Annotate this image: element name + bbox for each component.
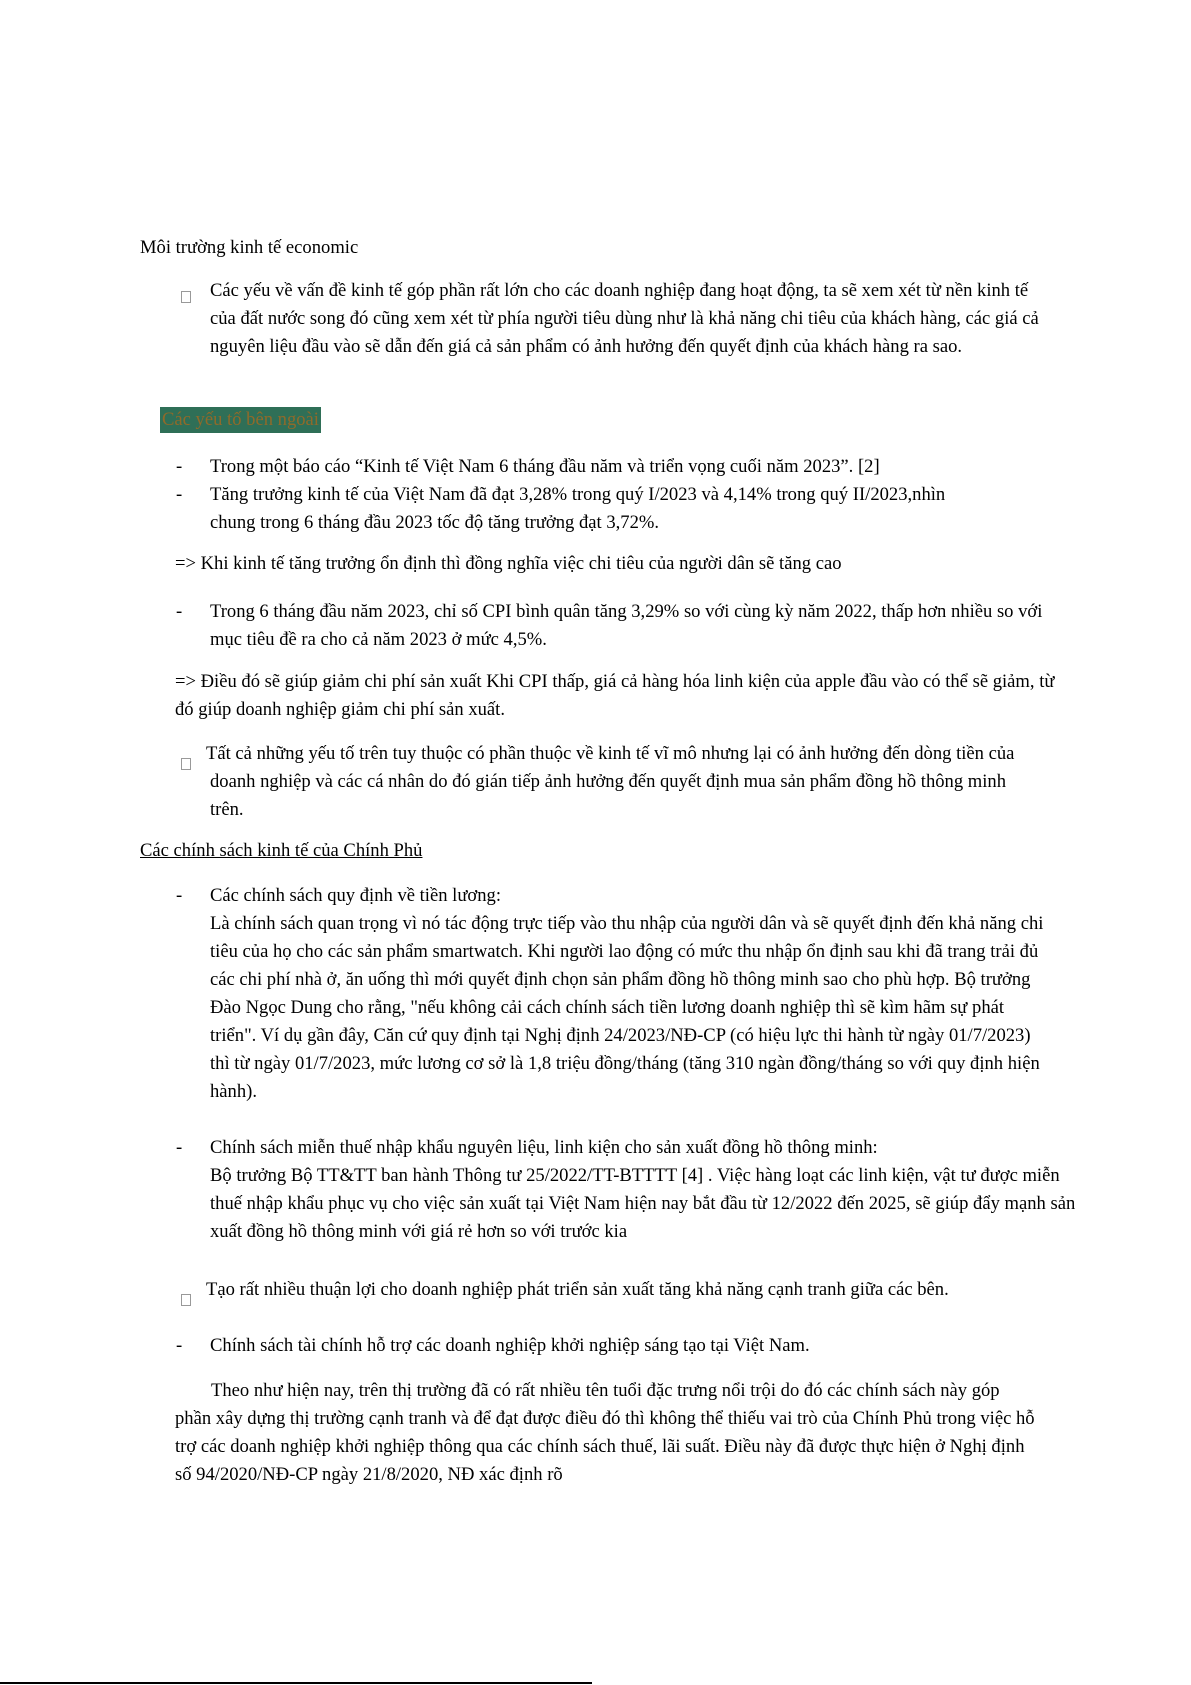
checkbox-bullet-icon [181,1286,191,1314]
policy-title: Các chính sách quy định về tiền lương: [210,885,502,906]
external-factors-heading: Các yếu tố bên ngoài [160,407,321,433]
intro-paragraph: Các yếu về vấn đề kinh tế góp phần rất lớn cho các doanh nghiệp đang hoạt động, ta sẽ xem xét từ nền kinh tế của đất nước song đó cũng xem xét từ phía người tiêu dùng như là khả năng chi tiêu của khách hàng, các giá cả nguyên liệu đầu vào sẽ dẫn đến giá cả sản phẩm có ảnh hưởng đến quyết định của khách hàng ra sao. [210,280,1039,357]
dash-bullet: - [176,601,183,622]
checkbox-bullet-icon [181,283,191,311]
policy-item: Chính sách tài chính hỗ trợ các doanh nghiệp khởi nghiệp sáng tạo tại Việt Nam. [210,1335,810,1356]
list-item: Trong 6 tháng đầu năm 2023, chỉ số CPI bình quân tăng 3,29% so với cùng kỳ năm 2022, thấp hơn nhiều so với mục tiêu đề ra cho cả năm 2023 ở mức 4,5%. [210,601,1043,650]
conclusion-line: => Khi kinh tế tăng trưởng ổn định thì đồng nghĩa việc chi tiêu của người dân sẽ tăng cao [175,553,842,574]
dash-bullet: - [176,1137,183,1158]
closing-paragraph: Theo như hiện nay, trên thị trường đã có rất nhiều tên tuổi đặc trưng nổi trội do đó các chính sách này góp phần xây dựng thị trường cạnh tranh và để đạt được điều đó thì không thể thiếu vai trò của Chính Phủ trong việc hỗ trợ các doanh nghiệp khởi nghiệp thông qua các chính sách thuế, lãi suất. Điều này đã được thực hiện ở Nghị định số 94/2020/NĐ-CP ngày 21/8/2020, NĐ xác định rõ [175,1380,1035,1485]
policy-heading: Các chính sách kinh tế của Chính Phủ [140,840,423,861]
footer-separator [0,1682,592,1684]
policy-text: Là chính sách quan trọng vì nó tác động trực tiếp vào thu nhập của người dân và sẽ quyết định đến khả năng chi tiêu của họ cho các sản phẩm smartwatch. Khi người lao động có mức thu nhập ổn định sau khi đã trang trải đủ các chi phí nhà ở, ăn uống thì mới quyết định chọn sản phẩm đồng hồ thông minh sao cho phù hợp. Bộ trưởng Đào Ngọc Dung cho rằng, "nếu không cải cách chính sách tiền lương doanh nghiệp thì sẽ kìm hãm sự phát triển". Ví dụ gần đây, Căn cứ quy định tại Nghị định 24/2023/NĐ-CP (có hiệu lực thi hành từ ngày 01/7/2023) thì từ ngày 01/7/2023, mức lương cơ sở là 1,8 triệu đồng/tháng (tăng 310 ngàn đồng/tháng so với quy định hiện hành). [210,913,1044,1102]
checkbox-bullet-icon [181,750,191,778]
policy-item [210,1134,1080,1246]
advantage-paragraph: Tạo rất nhiều thuận lợi cho doanh nghiệp phát triển sản xuất tăng khả năng cạnh tranh giữa các bên. [206,1279,949,1300]
policy-text: Bộ trưởng Bộ TT&TT ban hành Thông tư 25/2022/TT-BTTTT [4] . Việc hàng loạt các linh kiện, vật tư được miễn thuế nhập khẩu phục vụ cho việc sản xuất tại Việt Nam hiện nay bắt đầu từ 12/2022 đến 2025, sẽ giúp đẩy mạnh sản xuất đồng hồ thông minh với giá rẻ hơn so với trước kia [210,1165,1076,1242]
dash-bullet: - [176,1335,183,1356]
policy-item [210,882,1050,1106]
section-title: Môi trường kinh tế economic [140,237,359,258]
list-item: Tăng trưởng kinh tế của Việt Nam đã đạt 3,28% trong quý I/2023 và 4,14% trong quý II/2023,nhìn chung trong 6 tháng đầu 2023 tốc độ tăng trưởng đạt 3,72%. [210,484,946,533]
policy-title: Chính sách miễn thuế nhập khẩu nguyên liệu, linh kiện cho sản xuất đồng hồ thông minh: [210,1137,878,1158]
list-item: Trong một báo cáo “Kinh tế Việt Nam 6 tháng đầu năm và triển vọng cuối năm 2023”. [2] [210,456,880,477]
dash-bullet: - [176,885,183,906]
dash-bullet: - [176,484,183,505]
summary-paragraph: Tất cả những yếu tố trên tuy thuộc có phần thuộc về kinh tế vĩ mô nhưng lại có ảnh hưởng đến dòng tiền của doanh nghiệp và các cá nhân do đó gián tiếp ảnh hưởng đến quyết định mua sản phẩm đồng hồ thông minh trên. [206,743,1015,820]
dash-bullet: - [176,456,183,477]
conclusion-line: => Điều đó sẽ giúp giảm chi phí sản xuất Khi CPI thấp, giá cả hàng hóa linh kiện của apple đầu vào có thể sẽ giảm, từ đó giúp doanh nghiệp giảm chi phí sản xuất. [175,671,1055,720]
